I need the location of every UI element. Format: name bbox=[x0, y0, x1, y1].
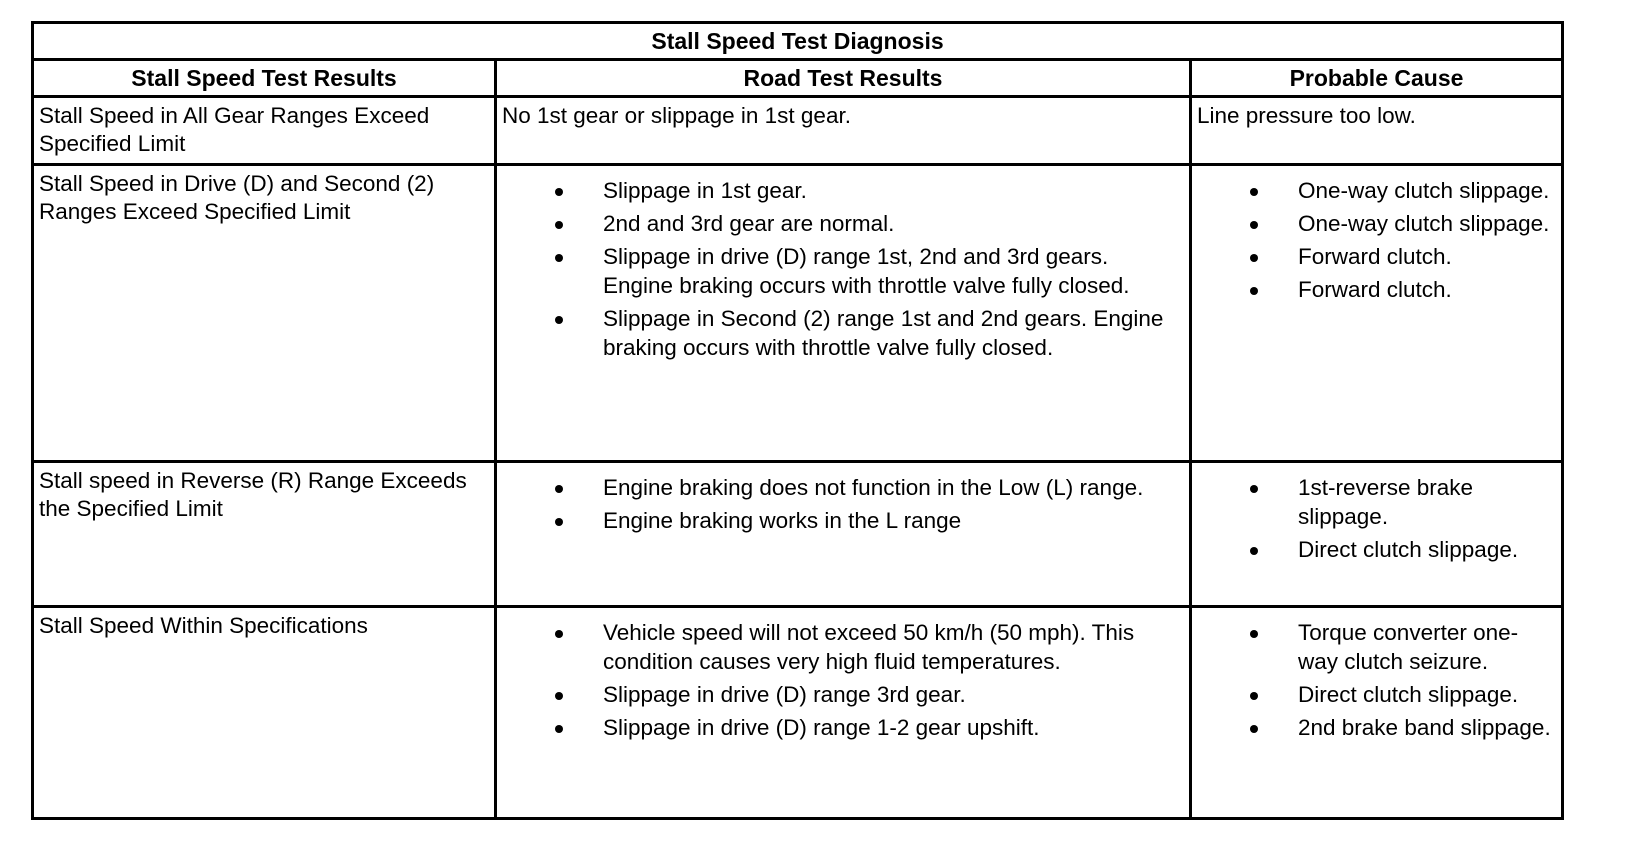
table-row bbox=[33, 165, 1563, 462]
bullet-icon bbox=[1250, 547, 1258, 555]
list-item bbox=[497, 680, 1181, 709]
bullet-icon bbox=[555, 692, 563, 700]
road-result-cell bbox=[496, 97, 1191, 165]
bullet-icon bbox=[1250, 485, 1258, 493]
road-result-cell bbox=[496, 165, 1191, 462]
list-item-text: Torque converter one-way clutch seizure. bbox=[1298, 620, 1519, 674]
list-item bbox=[1192, 535, 1553, 564]
list-item bbox=[497, 209, 1181, 238]
list-item bbox=[497, 618, 1181, 676]
probable-cause-cell bbox=[1191, 607, 1563, 819]
list-item bbox=[1192, 209, 1553, 238]
bullet-icon bbox=[1250, 287, 1258, 295]
list-item-text: Direct clutch slippage. bbox=[1298, 682, 1519, 707]
list-item-text: Engine braking works in the L range bbox=[603, 508, 962, 533]
column-header-probable-cause: Probable Cause bbox=[1191, 60, 1563, 97]
bullet-icon bbox=[555, 254, 563, 262]
stall-result-cell bbox=[33, 462, 496, 607]
list-item bbox=[497, 713, 1181, 742]
list-item-text: Slippage in drive (D) range 3rd gear. bbox=[603, 682, 966, 707]
list-item-text: Forward clutch. bbox=[1298, 277, 1452, 302]
list-item-text: Engine braking does not function in the Low (L) range. bbox=[603, 475, 1144, 500]
list-item-text: One-way clutch slippage. bbox=[1298, 178, 1550, 203]
probable-cause-cell bbox=[1191, 97, 1563, 165]
probable-cause-cell bbox=[1191, 462, 1563, 607]
list-item-text: Vehicle speed will not exceed 50 km/h (50 mph). This condition causes very high fluid temperatures. bbox=[603, 620, 1135, 674]
stall-result-cell bbox=[33, 165, 496, 462]
probable-cause-text: Line pressure too low. bbox=[1197, 103, 1416, 128]
road-result-list bbox=[497, 166, 1189, 362]
column-header-road-results: Road Test Results bbox=[496, 60, 1191, 97]
probable-cause-list bbox=[1192, 608, 1561, 742]
list-item bbox=[497, 242, 1181, 300]
list-item bbox=[1192, 713, 1553, 742]
probable-cause-list bbox=[1192, 166, 1561, 304]
list-item bbox=[497, 473, 1181, 502]
list-item bbox=[1192, 176, 1553, 205]
bullet-icon bbox=[1250, 692, 1258, 700]
road-result-list bbox=[497, 608, 1189, 742]
stall-result-text: Stall Speed in Drive (D) and Second (2) Ranges Exceed Specified Limit bbox=[39, 171, 435, 224]
bullet-icon bbox=[1250, 188, 1258, 196]
list-item-text: Slippage in drive (D) range 1-2 gear upshift. bbox=[603, 715, 1040, 740]
list-item-text: 1st-reverse brake slippage. bbox=[1298, 475, 1474, 529]
bullet-icon bbox=[555, 221, 563, 229]
header-row bbox=[33, 60, 1563, 97]
bullet-icon bbox=[1250, 221, 1258, 229]
list-item bbox=[1192, 242, 1553, 271]
probable-cause-cell bbox=[1191, 165, 1563, 462]
stall-result-text: Stall Speed Within Specifications bbox=[39, 613, 368, 638]
list-item bbox=[497, 506, 1181, 535]
bullet-icon bbox=[555, 316, 563, 324]
list-item bbox=[1192, 473, 1553, 531]
table-row bbox=[33, 462, 1563, 607]
list-item-text: Slippage in drive (D) range 1st, 2nd and 3rd gears. Engine braking occurs with throttle valve fully closed. bbox=[603, 244, 1130, 298]
road-result-list bbox=[497, 463, 1189, 535]
table-row bbox=[33, 607, 1563, 819]
list-item-text: Forward clutch. bbox=[1298, 244, 1452, 269]
stall-result-cell bbox=[33, 607, 496, 819]
list-item bbox=[497, 176, 1181, 205]
road-result-cell bbox=[496, 462, 1191, 607]
stall-result-text: Stall Speed in All Gear Ranges Exceed Specified Limit bbox=[39, 103, 430, 156]
bullet-icon bbox=[555, 188, 563, 196]
bullet-icon bbox=[1250, 725, 1258, 733]
road-result-text: No 1st gear or slippage in 1st gear. bbox=[502, 103, 851, 128]
bullet-icon bbox=[1250, 630, 1258, 638]
list-item bbox=[1192, 680, 1553, 709]
list-item bbox=[1192, 275, 1553, 304]
list-item-text: Slippage in Second (2) range 1st and 2nd gears. Engine braking occurs with throttle valve fully closed. bbox=[603, 306, 1164, 360]
diagnosis-table bbox=[31, 21, 1564, 820]
bullet-icon bbox=[555, 630, 563, 638]
table-title: Stall Speed Test Diagnosis bbox=[33, 23, 1563, 60]
list-item-text: 2nd and 3rd gear are normal. bbox=[603, 211, 895, 236]
list-item-text: Direct clutch slippage. bbox=[1298, 537, 1519, 562]
list-item-text: One-way clutch slippage. bbox=[1298, 211, 1550, 236]
bullet-icon bbox=[1250, 254, 1258, 262]
probable-cause-list bbox=[1192, 463, 1561, 564]
list-item-text: 2nd brake band slippage. bbox=[1298, 715, 1551, 740]
list-item-text: Slippage in 1st gear. bbox=[603, 178, 807, 203]
bullet-icon bbox=[555, 725, 563, 733]
list-item bbox=[497, 304, 1181, 362]
stall-result-cell bbox=[33, 97, 496, 165]
stall-result-text: Stall speed in Reverse (R) Range Exceeds the Specified Limit bbox=[39, 468, 467, 521]
bullet-icon bbox=[555, 518, 563, 526]
column-header-stall-results: Stall Speed Test Results bbox=[33, 60, 496, 97]
title-row bbox=[33, 23, 1563, 60]
list-item bbox=[1192, 618, 1553, 676]
road-result-cell bbox=[496, 607, 1191, 819]
table-row bbox=[33, 97, 1563, 165]
bullet-icon bbox=[555, 485, 563, 493]
